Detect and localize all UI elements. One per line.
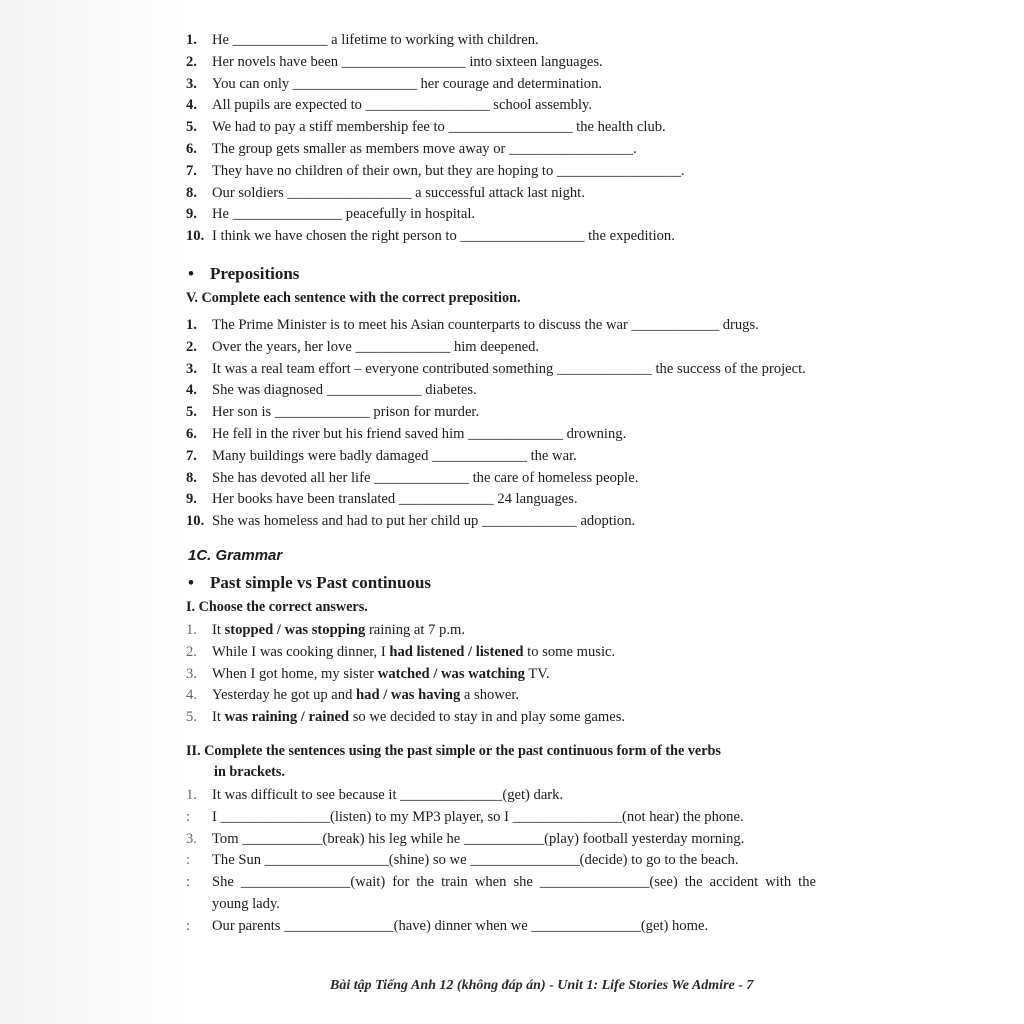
list-item (186, 829, 816, 851)
list-item (186, 183, 816, 205)
grammar-heading (186, 571, 816, 595)
item-text: She has devoted all her life _____________ the care of homeless people. (212, 469, 639, 486)
item-number: 10. (186, 228, 205, 245)
item-text: They have no children of their own, but they are hoping to _________________. (212, 162, 685, 179)
list-item (186, 30, 816, 52)
item-text: You can only _________________ her courage and determination. (212, 75, 603, 92)
item-text: He fell in the river but his friend saved him _____________ drowning. (212, 425, 627, 442)
item-number: 6. (186, 425, 197, 442)
item-number: 10. (186, 513, 205, 530)
list-item (186, 139, 816, 161)
item-number: 7. (186, 162, 197, 179)
item-text-pre: It (212, 621, 225, 638)
item-number: 1. (186, 786, 197, 803)
list-item (186, 446, 816, 468)
exercise-instruction (186, 741, 816, 783)
item-number: 3. (186, 75, 197, 92)
item-number: 8. (186, 469, 197, 486)
list-item (186, 315, 816, 337)
item-number: 4. (186, 687, 197, 704)
item-text: Her novels have been _________________ into sixteen languages. (212, 53, 603, 70)
item-number: 3. (186, 665, 197, 682)
item-text: It was difficult to see because it ______________(get) dark. (212, 786, 564, 803)
item-number: 1. (186, 316, 197, 333)
instruction-line: in brackets. (214, 763, 285, 780)
item-number: 4. (186, 382, 197, 399)
item-text: Many buildings were badly damaged _____________ the war. (212, 447, 577, 464)
list-item (186, 511, 816, 533)
item-text: She was diagnosed _____________ diabetes. (212, 382, 477, 399)
item-text: He _______________ peacefully in hospital. (212, 206, 476, 223)
item-text: She was homeless and had to put her child up _____________ adoption. (212, 513, 636, 530)
list-item (186, 785, 816, 807)
item-number: 1. (186, 621, 197, 638)
exercise-list-top (186, 30, 816, 248)
item-number: : (186, 852, 191, 869)
item-number: : (186, 808, 191, 825)
item-number: 1. (186, 32, 197, 48)
item-text-post: raining at 7 p.m. (365, 621, 466, 638)
instruction-line: II. Complete the sentences using the past simple or the past continuous form of the verbs (186, 742, 721, 759)
item-text: Her books have been translated _____________ 24 languages. (212, 491, 578, 508)
list-item (186, 916, 816, 938)
item-text: Over the years, her love _____________ him deepened. (212, 338, 540, 355)
list-item (186, 52, 816, 74)
item-number: 5. (186, 119, 197, 136)
answer-options: was raining / rained (224, 709, 350, 726)
item-text-pre: When I got home, my sister (212, 665, 378, 682)
choose-answers-list (186, 620, 816, 729)
item-text-post: to some music. (523, 643, 616, 660)
item-text-post: so we decided to stay in and play some games. (349, 709, 626, 726)
item-number: 5. (186, 709, 197, 726)
item-text-pre: Yesterday he got up and (212, 687, 357, 704)
item-text: I _______________(listen) to my MP3 player, so I _______________(not hear) the phone. (212, 808, 744, 825)
item-number: 3. (186, 360, 197, 377)
item-text: The group gets smaller as members move away or _________________. (212, 140, 637, 157)
list-item (186, 468, 816, 490)
item-text: Tom ___________(break) his leg while he ___________(play) football yesterday morning. (212, 830, 745, 847)
item-number: 2. (186, 53, 197, 70)
answer-options: had listened / listened (389, 643, 524, 660)
list-item (186, 424, 816, 446)
item-text-post: a shower. (460, 687, 520, 704)
list-item (186, 359, 816, 381)
item-number: : (186, 917, 191, 934)
answer-options: had / was having (356, 687, 461, 704)
item-number: 2. (186, 338, 197, 355)
list-item (186, 380, 816, 402)
page-footer: Bài tập Tiếng Anh 12 (không đáp án) - Unit 1: Life Stories We Admire - 7 (330, 978, 754, 993)
list-item (186, 872, 816, 916)
section-title: Past simple vs Past continuous (210, 572, 432, 592)
item-number: 4. (186, 97, 197, 114)
list-item (186, 489, 816, 511)
item-text: I think we have chosen the right person to _________________ the expedition. (212, 228, 675, 245)
list-item (186, 807, 816, 829)
item-number: : (186, 874, 191, 891)
unit-section-heading: 1C. Grammar (188, 546, 283, 564)
item-number: 8. (186, 184, 197, 201)
item-text-pre: While I was cooking dinner, I (212, 643, 390, 660)
list-item (186, 337, 816, 359)
list-item (186, 685, 816, 707)
answer-options: watched / was watching (377, 665, 525, 682)
item-text: We had to pay a stiff membership fee to _________________ the health club. (212, 119, 666, 136)
list-item (186, 664, 816, 686)
list-item (186, 204, 816, 226)
item-text: She _______________(wait) for the train when she _______________(see) the accident with the young lady. (212, 874, 816, 912)
list-item (186, 707, 816, 729)
item-text: He _____________ a lifetime to working with children. (212, 32, 539, 48)
list-item (186, 402, 816, 424)
verb-forms-list (186, 785, 816, 938)
item-number: 3. (186, 830, 197, 847)
bullet-icon: • (188, 572, 194, 592)
item-text-post: TV. (524, 665, 550, 682)
worksheet-page (186, 30, 816, 938)
bullet-icon: • (188, 263, 194, 283)
list-item (186, 95, 816, 117)
item-text-pre: It (212, 709, 225, 726)
item-text: All pupils are expected to _________________ school assembly. (212, 97, 593, 114)
prepositions-heading (186, 262, 816, 286)
item-number: 9. (186, 206, 197, 223)
item-text: Our soldiers _________________ a successful attack last night. (212, 184, 585, 201)
item-number: 7. (186, 447, 197, 464)
list-item (186, 620, 816, 642)
prepositions-list (186, 315, 816, 533)
item-text: The Prime Minister is to meet his Asian counterparts to discuss the war ____________ drugs. (212, 316, 759, 333)
item-number: 6. (186, 140, 197, 157)
item-number: 5. (186, 404, 197, 421)
list-item (186, 161, 816, 183)
item-text: The Sun _________________(shine) so we _______________(decide) to go to the beach. (212, 852, 739, 869)
section-title: Prepositions (210, 263, 300, 283)
exercise-instruction: I. Choose the correct answers. (186, 598, 368, 615)
list-item (186, 850, 816, 872)
list-item (186, 642, 816, 664)
item-text: Our parents _______________(have) dinner when we _______________(get) home. (212, 917, 709, 934)
answer-options: stopped / was stopping (224, 621, 366, 638)
item-text: It was a real team effort – everyone contributed something _____________ the success of the project. (212, 360, 806, 377)
list-item (186, 117, 816, 139)
item-number: 2. (186, 643, 197, 660)
item-text: Her son is _____________ prison for murder. (212, 404, 480, 421)
page-edge-shadow (0, 0, 190, 1024)
exercise-instruction: V. Complete each sentence with the correct preposition. (186, 289, 521, 306)
list-item (186, 74, 816, 96)
item-number: 9. (186, 491, 197, 508)
list-item (186, 226, 816, 248)
